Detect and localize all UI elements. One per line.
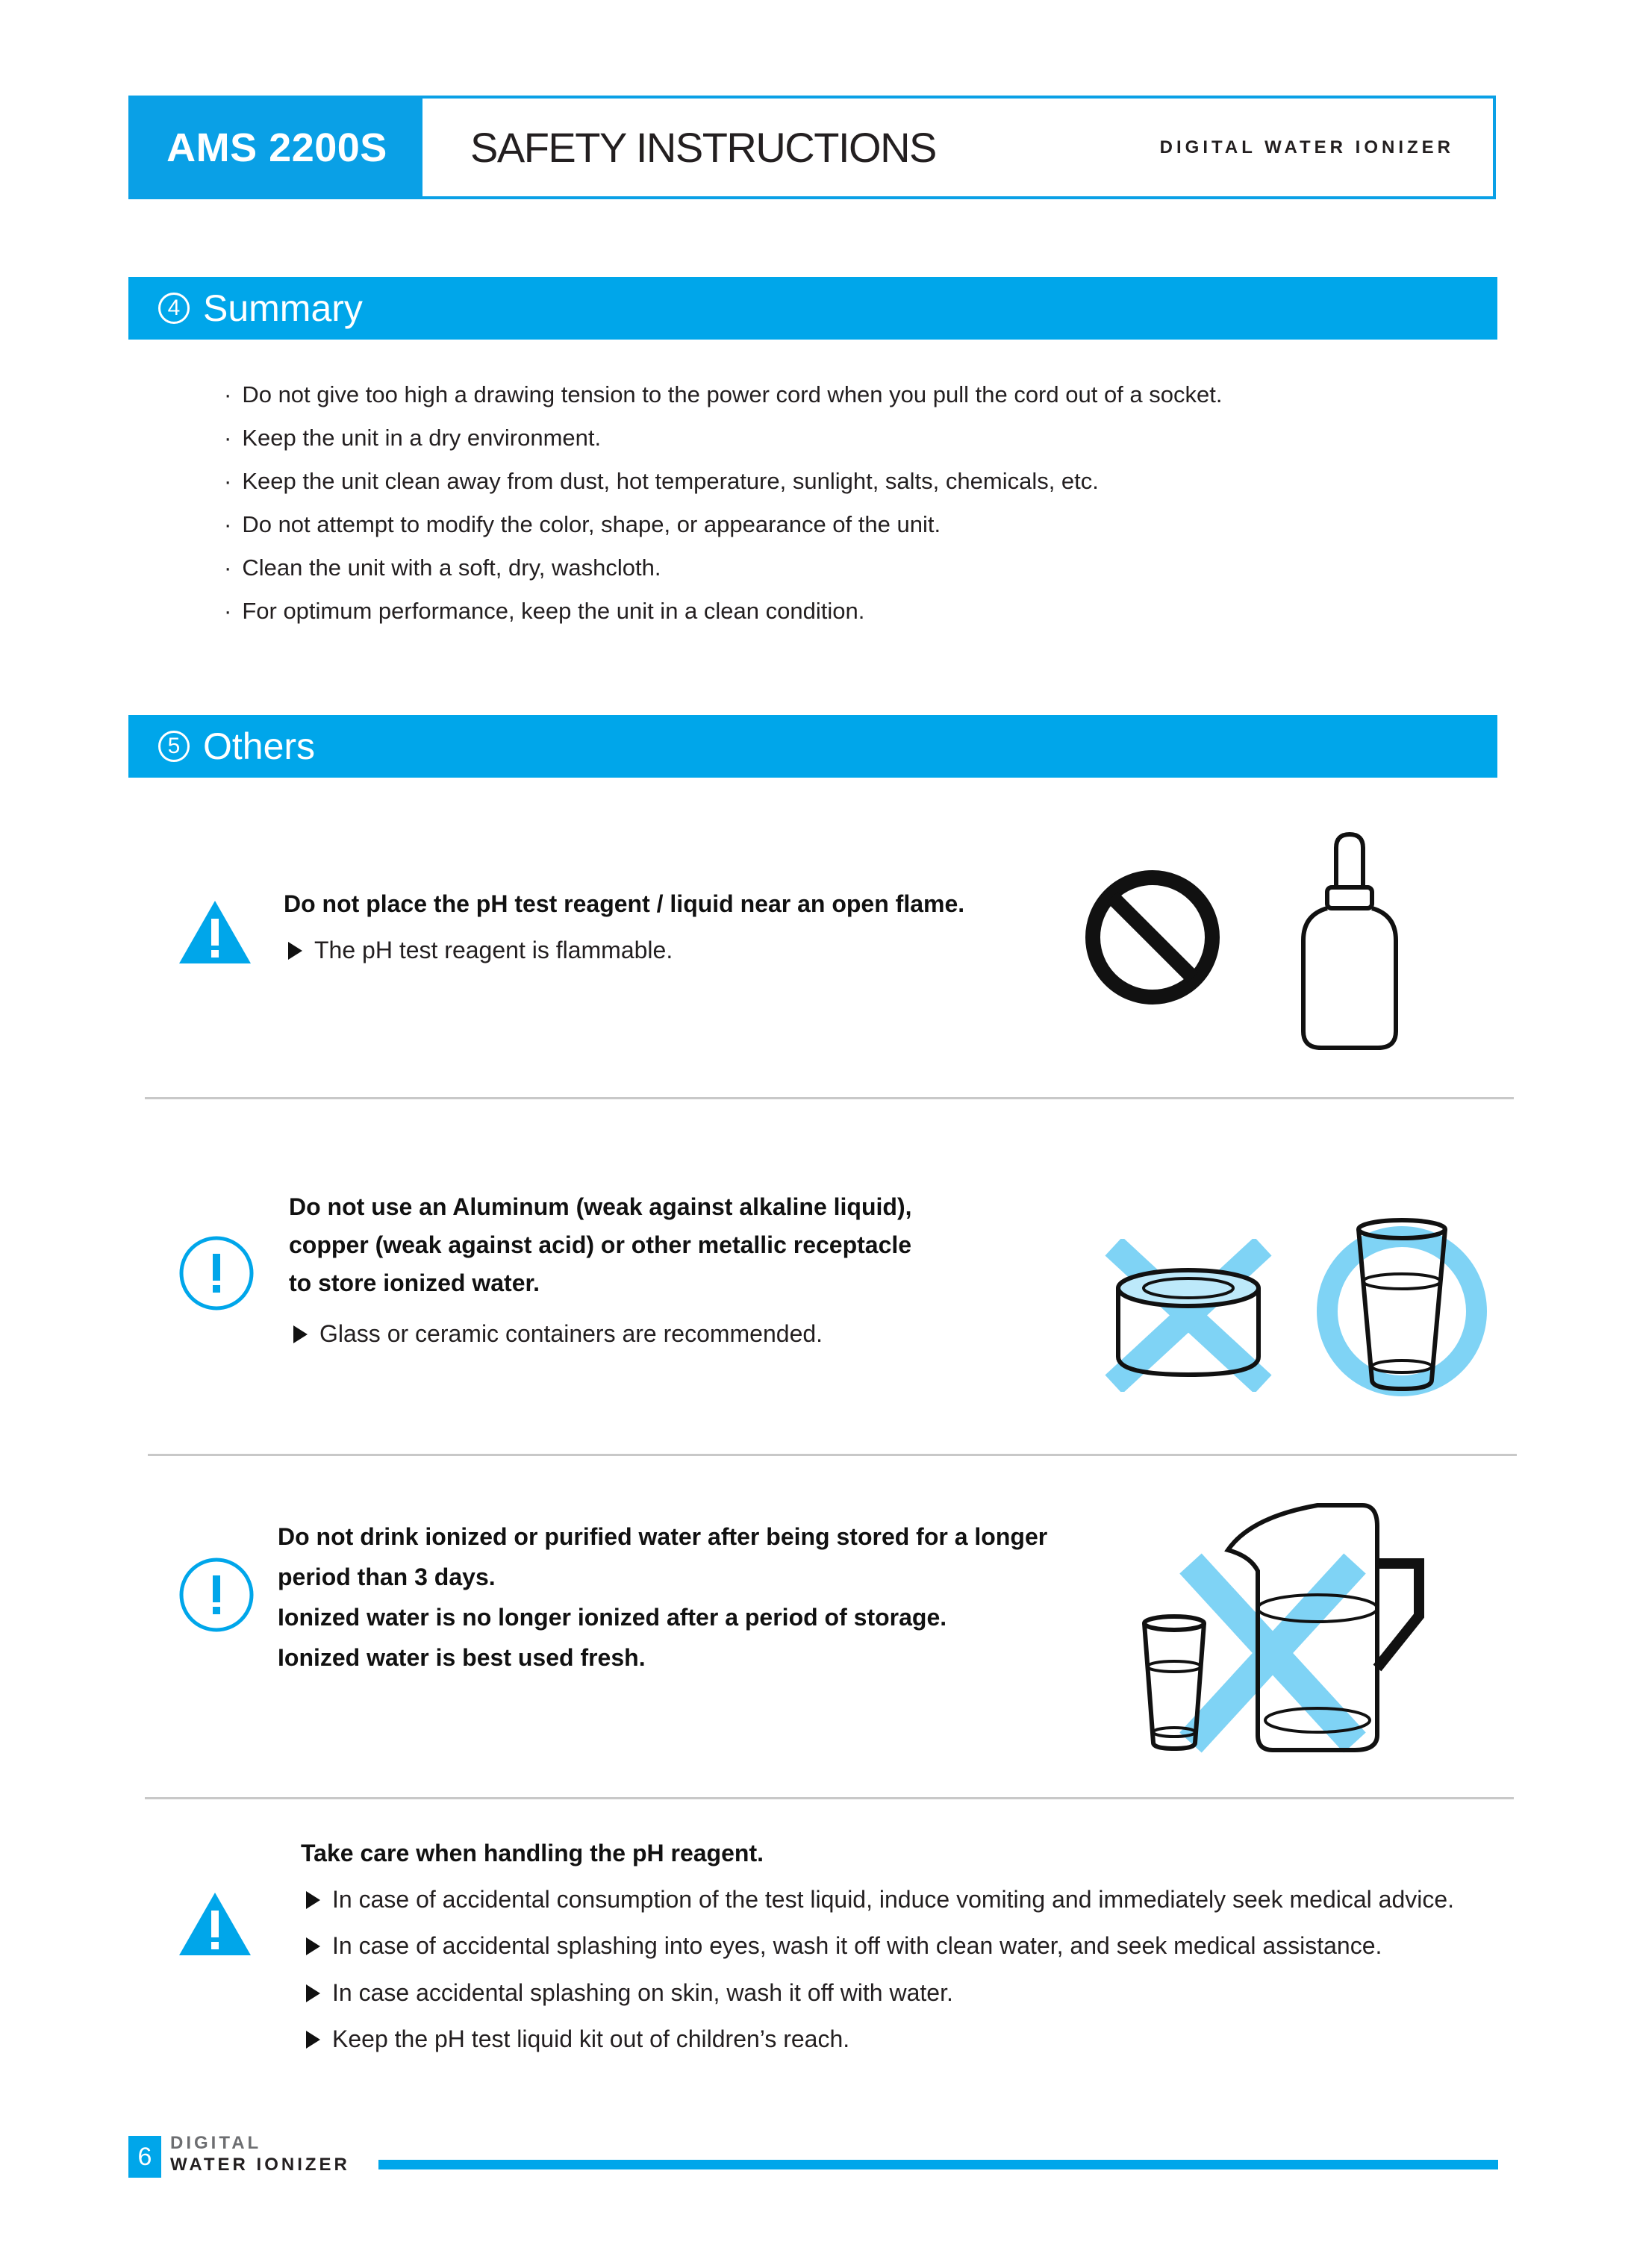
section-summary-bar: [128, 277, 1497, 340]
block-bullet: In case of accidental splashing into eyes, wash it off with clean water, and seek medical assistance.: [306, 1929, 1382, 1962]
block-bullet: Keep the pH test liquid kit out of children’s reach.: [306, 2022, 849, 2055]
divider: [145, 1097, 1514, 1099]
page-title: SAFETY INSTRUCTIONS: [470, 124, 936, 171]
list-item: · Clean the unit with a soft, dry, washcloth.: [224, 546, 1222, 590]
block-bullet: Glass or ceramic containers are recommended.: [293, 1317, 823, 1350]
pitcher-glass-crossed-icon: [1138, 1496, 1428, 1761]
header-subtitle: DIGITAL WATER IONIZER: [1159, 137, 1454, 157]
reagent-bottle-icon: [1294, 831, 1405, 1059]
exclamation-circle-icon: [178, 1234, 255, 1316]
block-heading: Do not drink ionized or purified water after being stored for a longer period than 3 days. Ionized water is no longer ionized after a period of storage. Ionized water is best used fresh.: [278, 1523, 1048, 1671]
block-bullet: In case of accidental consumption of the test liquid, induce vomiting and immediately seek medical advice.: [306, 1883, 1454, 1916]
list-item: · Keep the unit in a dry environment.: [224, 416, 1222, 460]
summary-list: [224, 373, 1222, 633]
warning-triangle-icon: [178, 1891, 252, 1961]
metal-container-crossed-icon: [1099, 1239, 1278, 1396]
list-item: · For optimum performance, keep the unit in a clean condition.: [224, 590, 1222, 633]
section-number: 5: [158, 731, 190, 762]
block-bullet: In case accidental splashing on skin, wash it off with water.: [306, 1976, 953, 2009]
section-title: Others: [203, 725, 316, 767]
section-others-bar: [128, 715, 1497, 778]
page-number: 6: [128, 2136, 161, 2178]
prohibited-icon: [1084, 869, 1221, 1010]
section-number: 4: [158, 293, 190, 324]
list-item: · Do not attempt to modify the color, shape, or appearance of the unit.: [224, 503, 1222, 546]
list-item: · Do not give too high a drawing tension to the power cord when you pull the cord out of a socket.: [224, 373, 1222, 416]
block-bullet: The pH test reagent is flammable.: [288, 934, 673, 966]
footer-rule: [378, 2160, 1498, 2169]
exclamation-circle-icon: [178, 1556, 255, 1637]
model-name: AMS 2200S: [131, 99, 422, 196]
section-title: Summary: [203, 287, 363, 329]
warning-triangle-icon: [178, 899, 252, 969]
block-heading: Do not use an Aluminum (weak against alkaline liquid), copper (weak against acid) or other metallic receptacle to store ionized water.: [289, 1193, 912, 1296]
block-heading: Take care when handling the pH reagent.: [301, 1840, 764, 1866]
block-heading: Do not place the pH test reagent / liquid near an open flame.: [284, 890, 965, 917]
footer-label: DIGITAL WATER IONIZER: [170, 2133, 350, 2175]
divider: [145, 1797, 1514, 1799]
list-item: · Keep the unit clean away from dust, hot temperature, sunlight, salts, chemicals, etc.: [224, 460, 1222, 503]
glass-container-approved-icon: [1315, 1213, 1491, 1403]
page-header: [128, 96, 1496, 199]
divider: [148, 1454, 1517, 1456]
